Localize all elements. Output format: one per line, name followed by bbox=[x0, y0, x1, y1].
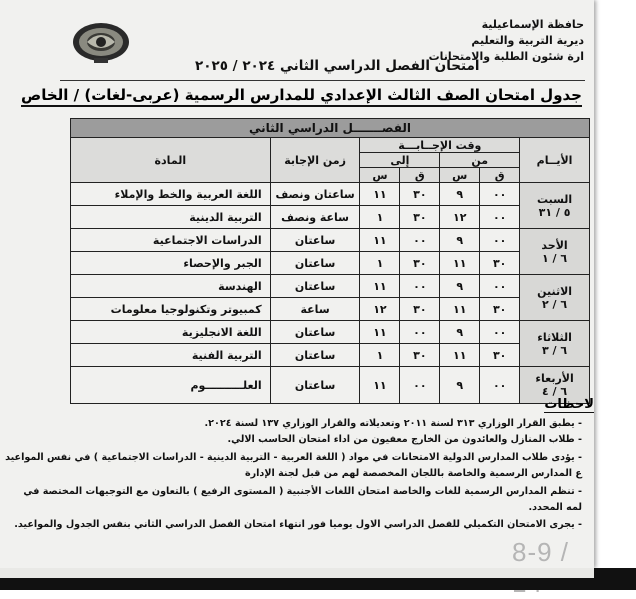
exam-schedule-table bbox=[70, 118, 590, 404]
from-minute: ٣٠ bbox=[480, 252, 520, 275]
from-hour: ١١ bbox=[440, 252, 480, 275]
day-cell-sunday bbox=[520, 229, 590, 275]
from-minute: ٠٠ bbox=[480, 206, 520, 229]
duration: ساعتان bbox=[270, 229, 360, 252]
subject: التربية الفنية bbox=[71, 344, 271, 367]
subject: العلــــــــــوم bbox=[71, 367, 271, 404]
day-name: الأحد bbox=[541, 238, 568, 252]
to-minute: ٣٠ bbox=[400, 344, 440, 367]
note-line: - يطبق القرار الوزاري ٣١٣ لسنة ٢٠١١ وتعديلاته والقرار الوزاري ١٣٧ لسنة ٢٠٢٤. bbox=[204, 418, 582, 429]
subject: اللغة الانجليزية bbox=[71, 321, 271, 344]
table-row bbox=[71, 206, 590, 229]
divider bbox=[60, 80, 585, 81]
page-number: 8-9 / bbox=[512, 537, 570, 567]
from-hour: ٩ bbox=[440, 229, 480, 252]
directorate-line-1: حافظة الإسماعيلية bbox=[481, 18, 584, 31]
note-line: ع المدارس الرسمية والخاصة باللجان المخصصة لهم من قبل لجنة الإدارة bbox=[244, 468, 582, 479]
semester-header: الفصـــــــل الدراسي الثاني bbox=[71, 119, 590, 138]
from-hour: ١١ bbox=[440, 298, 480, 321]
to-header: إلى bbox=[360, 153, 440, 168]
day-date: ٦ / ٣ bbox=[541, 343, 568, 357]
ministry-logo bbox=[70, 20, 132, 66]
note-line: - طلاب المنازل والعائدون من الخارج معفيون من اداء امتحان الحاسب الالي. bbox=[227, 434, 582, 445]
subject: كمبيوتر وتكنولوجيا معلومات bbox=[71, 298, 271, 321]
table-row bbox=[71, 321, 590, 344]
day-date: ٥ / ٣١ bbox=[538, 205, 571, 219]
note-line: - يجرى الامتحان التكميلي للفصل الدراسي الاول يوميا فور انتهاء امتحان الفصل الدراسي الثاني بنفس الجدول والمواعيد. bbox=[14, 519, 582, 530]
duration: ساعة bbox=[270, 298, 360, 321]
note-line: لمه المحدد. bbox=[528, 502, 582, 513]
to-hour: ١٢ bbox=[360, 298, 400, 321]
from-hour: ١١ bbox=[440, 344, 480, 367]
duration: ساعتان bbox=[270, 321, 360, 344]
duration: ساعتان bbox=[270, 367, 360, 404]
note-line: - يؤدى طلاب المدارس الدولية الامتحانات في مواد ( اللغة العربية - التربية الدينية - الدراسات الاجتماعية ) في نفس المواعيد bbox=[5, 452, 582, 463]
subject: التربية الدينية bbox=[71, 206, 271, 229]
duration: ساعتان ونصف bbox=[270, 183, 360, 206]
to-minute: ٠٠ bbox=[400, 367, 440, 404]
day-name: الثلاثاء bbox=[537, 330, 572, 344]
from-minute: ٠٠ bbox=[480, 229, 520, 252]
from-minute: ٣٠ bbox=[480, 298, 520, 321]
table-row bbox=[71, 229, 590, 252]
to-minute: ٣٠ bbox=[400, 206, 440, 229]
from-minute-header: ق bbox=[480, 168, 520, 183]
from-header: من bbox=[440, 153, 520, 168]
from-hour-header: س bbox=[440, 168, 480, 183]
duration: ساعتان bbox=[270, 275, 360, 298]
to-minute: ٣٠ bbox=[400, 298, 440, 321]
day-cell-saturday bbox=[520, 183, 590, 229]
to-hour: ١١ bbox=[360, 275, 400, 298]
subject: الجبر والإحصاء bbox=[71, 252, 271, 275]
from-minute: ٠٠ bbox=[480, 321, 520, 344]
page-title bbox=[21, 86, 582, 104]
table-row bbox=[71, 344, 590, 367]
to-minute: ٠٠ bbox=[400, 275, 440, 298]
day-name: السبت bbox=[536, 192, 573, 206]
table-row bbox=[71, 183, 590, 206]
duration-column-header: زمن الإجابة bbox=[270, 138, 360, 183]
from-minute: ٠٠ bbox=[480, 367, 520, 404]
day-date: ٦ / ٤ bbox=[541, 385, 568, 398]
to-hour: ١ bbox=[360, 206, 400, 229]
to-hour: ١١ bbox=[360, 183, 400, 206]
directorate-line-3: ارة شئون الطلبة والامتحانات bbox=[428, 50, 584, 63]
from-minute: ٠٠ bbox=[480, 183, 520, 206]
duration: ساعتان bbox=[270, 344, 360, 367]
duration: ساعة ونصف bbox=[270, 206, 360, 229]
day-date: ٦ / ٢ bbox=[541, 297, 568, 311]
subject: الهندسة bbox=[71, 275, 271, 298]
answer-time-header: وقت الإجــابـــة bbox=[360, 138, 520, 153]
bottom-bar bbox=[0, 568, 636, 590]
paper-edge bbox=[0, 568, 594, 578]
to-minute-header: ق bbox=[400, 168, 440, 183]
day-cell-tuesday bbox=[520, 321, 590, 367]
from-hour: ٩ bbox=[440, 275, 480, 298]
to-hour: ١١ bbox=[360, 229, 400, 252]
page-title-text: جدول امتحان الصف الثالث الإعدادي للمدارس الرسمية (عربى-لغات) / الخاص bbox=[21, 86, 582, 107]
day-name: الاثنين bbox=[537, 284, 573, 298]
exam-title: امتحان الفصل الدراسي الثاني ٢٠٢٤ / ٢٠٢٥ bbox=[195, 58, 480, 74]
table-row bbox=[71, 252, 590, 275]
to-hour: ١ bbox=[360, 344, 400, 367]
from-hour: ٩ bbox=[440, 183, 480, 206]
directorate-line-2: ديرية التربية والتعليم bbox=[471, 34, 584, 47]
to-hour: ١١ bbox=[360, 321, 400, 344]
table-row bbox=[71, 367, 590, 404]
to-hour: ١ bbox=[360, 252, 400, 275]
day-cell-monday bbox=[520, 275, 590, 321]
subject-column-header: المادة bbox=[71, 138, 271, 183]
to-minute: ٣٠ bbox=[400, 252, 440, 275]
note-line: - تنظم المدارس الرسمية للغات والخاصة امتحان اللغات الأجنبية ( المستوى الرفيع ) بالتعاون مع التوجيهات المختصة في bbox=[23, 486, 582, 497]
to-hour: ١١ bbox=[360, 367, 400, 404]
day-date: ٦ / ١ bbox=[541, 251, 568, 265]
to-minute: ٣٠ bbox=[400, 183, 440, 206]
notes-heading: لاحظات bbox=[544, 397, 594, 412]
from-minute: ٣٠ bbox=[480, 344, 520, 367]
table-row bbox=[71, 298, 590, 321]
subject: اللغة العربية والخط والإملاء bbox=[71, 183, 271, 206]
to-minute: ٠٠ bbox=[400, 229, 440, 252]
days-column-header: الأيــام bbox=[520, 138, 590, 183]
from-hour: ٩ bbox=[440, 367, 480, 404]
duration: ساعتان bbox=[270, 252, 360, 275]
day-name: الأربعاء bbox=[535, 372, 574, 385]
from-hour: ٩ bbox=[440, 321, 480, 344]
subject: الدراسات الاجتماعية bbox=[71, 229, 271, 252]
from-hour: ١٢ bbox=[440, 206, 480, 229]
from-minute: ٠٠ bbox=[480, 275, 520, 298]
table-row bbox=[71, 275, 590, 298]
to-minute: ٠٠ bbox=[400, 321, 440, 344]
to-hour-header: س bbox=[360, 168, 400, 183]
